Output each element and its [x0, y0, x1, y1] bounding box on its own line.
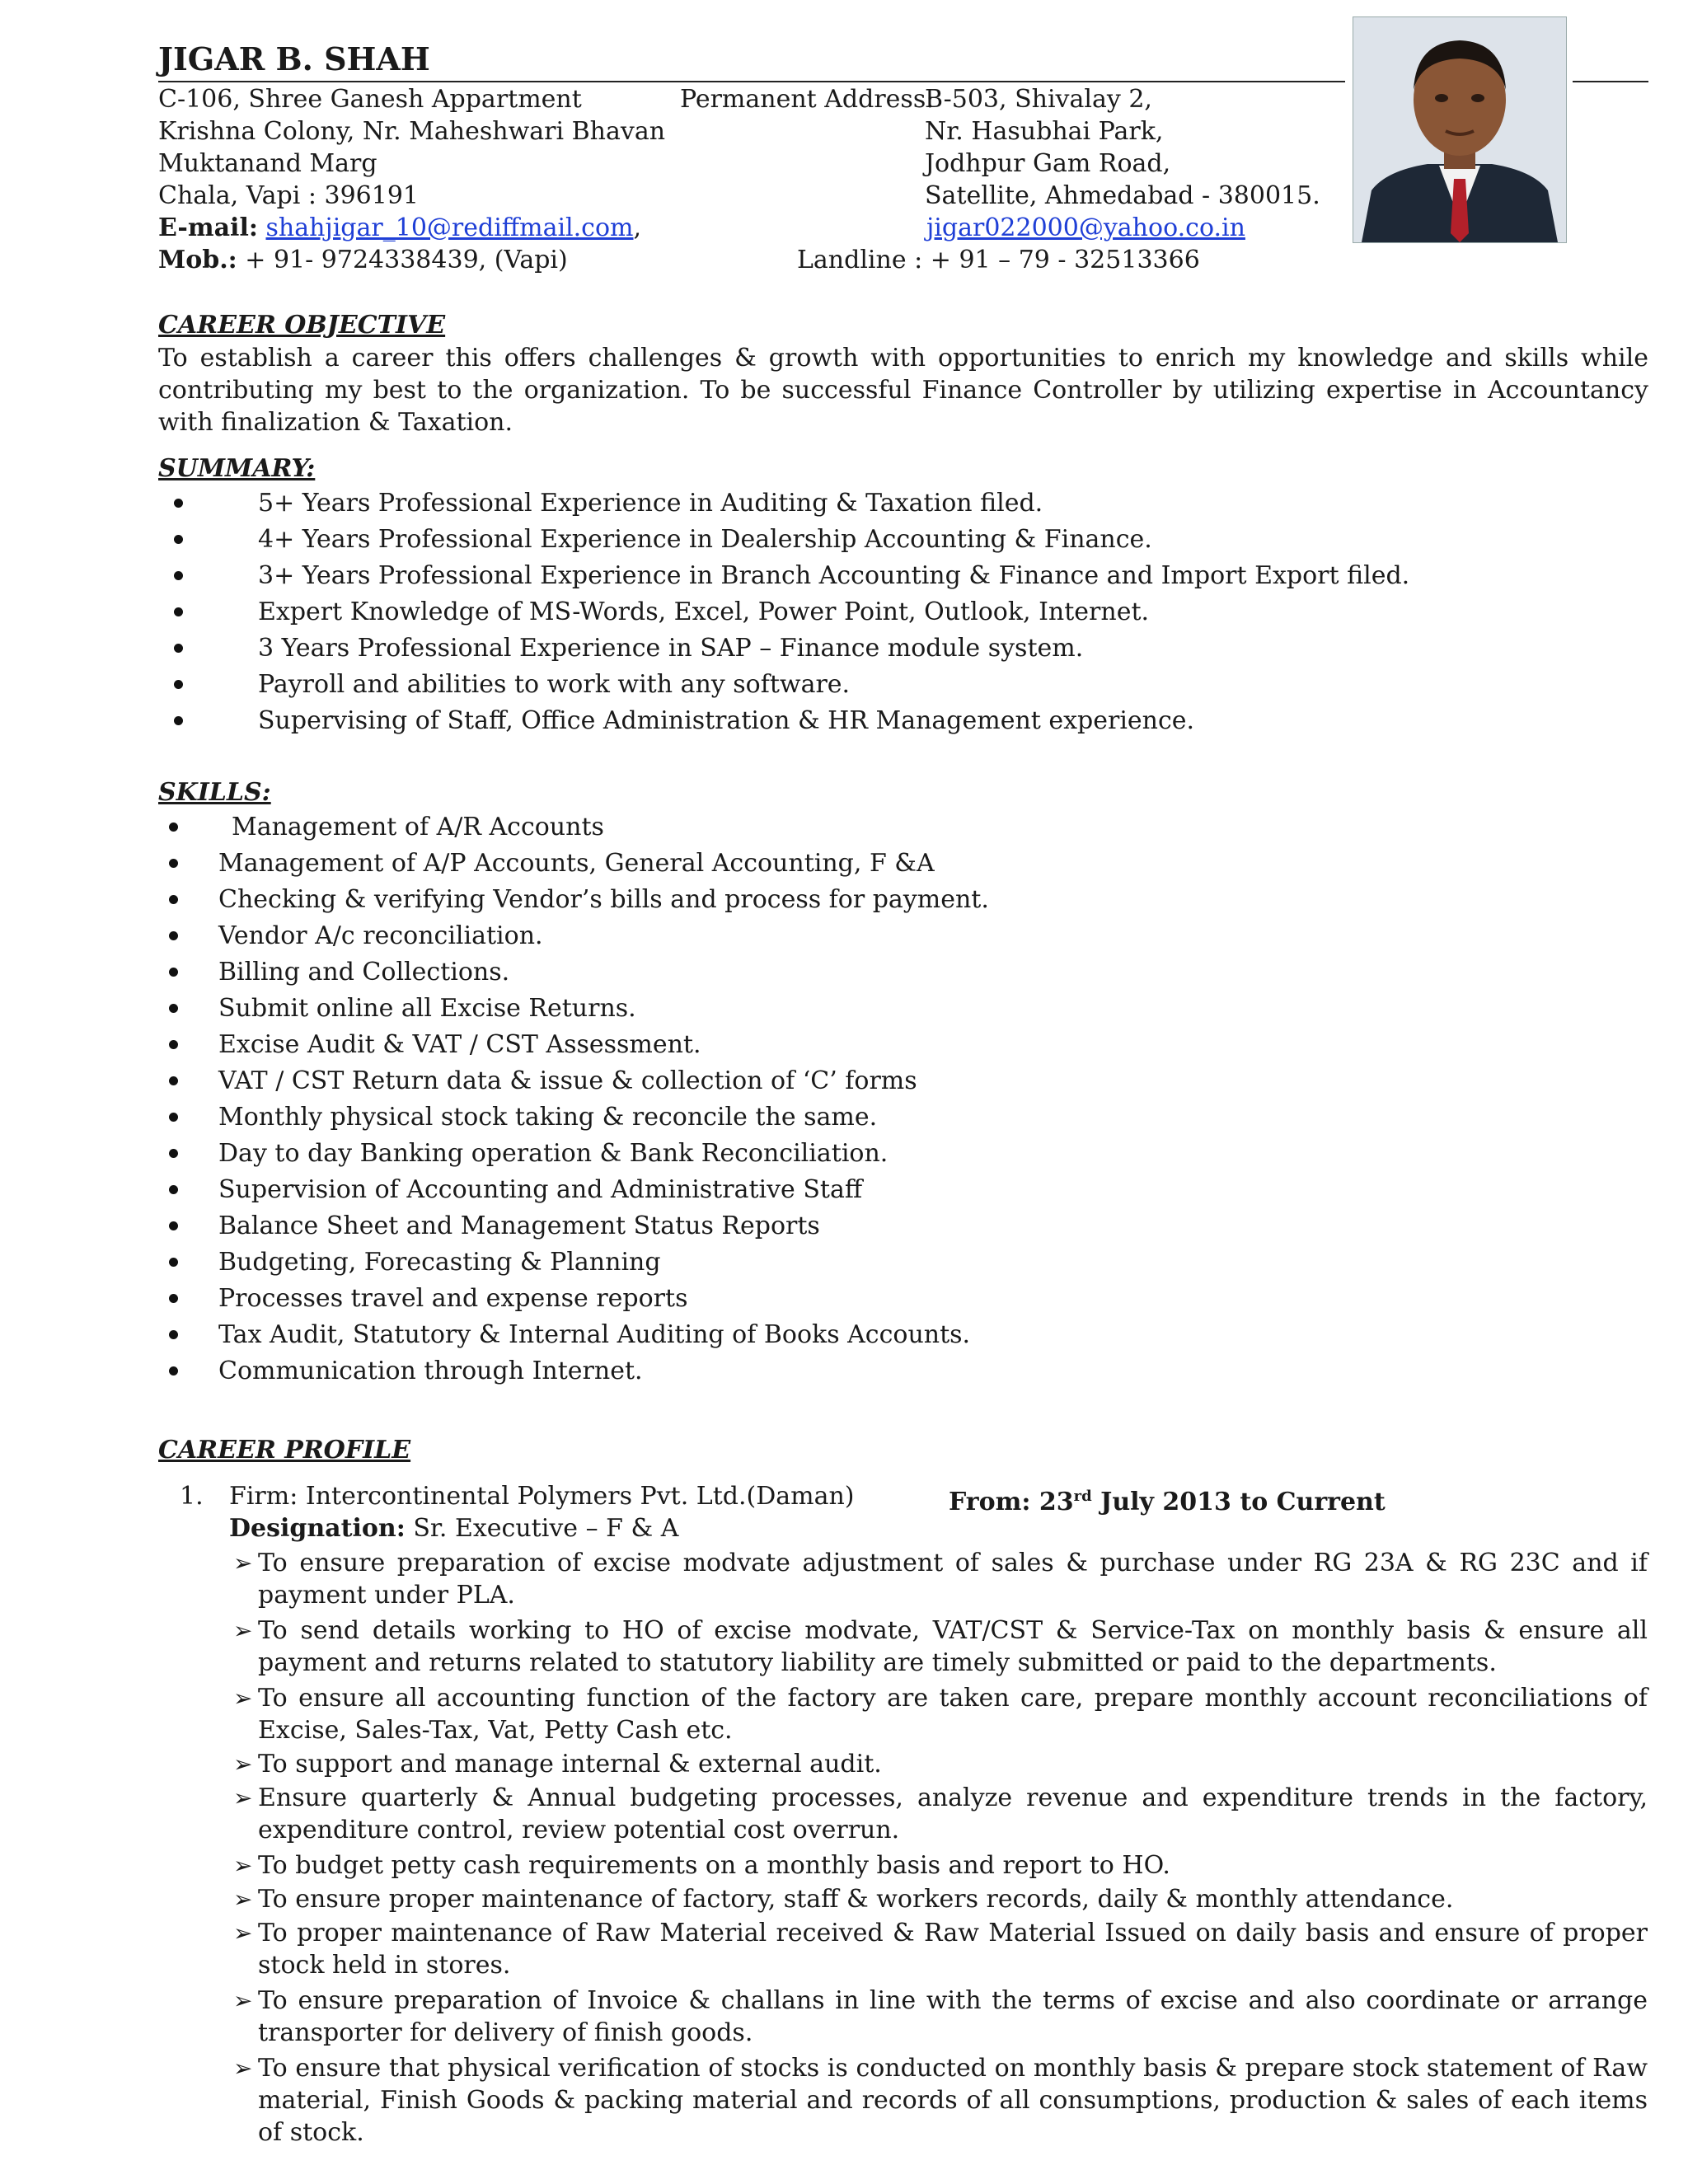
permanent-address-label: Permanent Address:	[680, 85, 935, 114]
skill-item: Checking & verifying Vendor’s bills and process for payment.	[218, 885, 989, 914]
designation-value: Sr. Executive – F & A	[413, 1514, 679, 1543]
job-number: 1.	[180, 1482, 204, 1511]
header-rule	[158, 81, 1345, 82]
skill-item: Billing and Collections.	[218, 958, 510, 987]
email-separator: ,	[633, 213, 642, 242]
skill-item: Excise Audit & VAT / CST Assessment.	[218, 1030, 701, 1059]
address-line: Muktanand Marg	[158, 149, 377, 178]
mobile-number: + 91- 9724338439, (Vapi)	[245, 246, 568, 274]
skill-item: Vendor A/c reconciliation.	[218, 921, 543, 950]
permanent-address-line: Jodhpur Gam Road,	[925, 149, 1171, 178]
designation-label: Designation:	[229, 1514, 406, 1543]
bullet-dot-icon	[169, 859, 178, 868]
career-objective-text: To establish a career this offers challenges & growth with opportunities to enrich my knowledge and skills while contributing my best to the organization. To be successful Finance Controller by utilizing expertise in Accountancy with finalization & Taxation.	[158, 344, 1648, 437]
career-profile-heading: CAREER PROFILE	[158, 1436, 411, 1465]
bullet-dot-icon	[169, 1330, 178, 1339]
landline-number: + 91 – 79 - 32513366	[930, 246, 1200, 274]
header-rule-right	[1573, 81, 1648, 82]
bullet-dot-icon	[169, 1366, 178, 1376]
permanent-address-line: Satellite, Ahmedabad - 380015.	[925, 181, 1320, 210]
responsibility-item: To ensure that physical verification of stocks is conducted on monthly basis & prepare stock statement of Raw material, Finish Goods & packing material and records of all consumptions, production & sales of each items of stock.	[258, 2054, 1648, 2147]
arrow-bullet-icon: ➢	[233, 1617, 253, 1644]
summary-item: 3 Years Professional Experience in SAP – Finance module system.	[258, 634, 1084, 663]
arrow-bullet-icon: ➢	[233, 1886, 253, 1913]
bullet-dot-icon	[169, 823, 178, 832]
arrow-bullet-icon: ➢	[233, 1750, 253, 1778]
address-line: Krishna Colony, Nr. Maheshwari Bhavan	[158, 117, 666, 146]
arrow-bullet-icon: ➢	[233, 2055, 253, 2082]
bullet-dot-icon	[169, 1185, 178, 1194]
candidate-name: JIGAR B. SHAH	[158, 40, 430, 77]
bullet-dot-icon	[174, 644, 183, 653]
address-line: C-106, Shree Ganesh Appartment	[158, 85, 582, 114]
bullet-dot-icon	[174, 535, 183, 544]
email-secondary-link[interactable]: jigar022000@yahoo.co.in	[926, 213, 1245, 242]
permanent-address-line: B-503, Shivalay 2,	[925, 85, 1152, 114]
landline-row	[797, 244, 1200, 276]
responsibility-item: To budget petty cash requirements on a monthly basis and report to HO.	[258, 1851, 1170, 1880]
bullet-dot-icon	[174, 680, 183, 689]
responsibility-item: To proper maintenance of Raw Material received & Raw Material Issued on daily basis and ensure of proper stock held in stores.	[258, 1919, 1648, 1980]
bullet-dot-icon	[169, 895, 178, 904]
responsibility-item: To ensure preparation of Invoice & challans in line with the terms of excise and also coordinate or arrange transporter for delivery of finish goods.	[258, 1986, 1648, 2047]
job-from-prefix: From: 23	[949, 1488, 1074, 1516]
bullet-dot-icon	[169, 1221, 178, 1230]
mobile-row	[158, 244, 568, 276]
address-line: Chala, Vapi : 396191	[158, 181, 420, 210]
arrow-bullet-icon: ➢	[233, 1685, 253, 1712]
summary-item: 4+ Years Professional Experience in Dealership Accounting & Finance.	[258, 525, 1152, 554]
skills-heading: SKILLS:	[158, 778, 271, 807]
responsibility-item: Ensure quarterly & Annual budgeting processes, analyze revenue and expenditure trends in the factory, expenditure control, review potential cost overrun.	[258, 1783, 1648, 1844]
responsibility-item: To ensure preparation of excise modvate adjustment of sales & purchase under RG 23A & RG 23C and if payment under PLA.	[258, 1549, 1648, 1610]
summary-item: Payroll and abilities to work with any software.	[258, 670, 851, 699]
job-dates	[949, 1480, 1386, 1518]
skill-item: Balance Sheet and Management Status Reports	[218, 1212, 820, 1240]
bullet-dot-icon	[169, 1294, 178, 1303]
bullet-dot-icon	[174, 571, 183, 580]
skill-item: Budgeting, Forecasting & Planning	[218, 1248, 661, 1277]
skill-item: Management of A/R Accounts	[232, 813, 604, 841]
responsibility-item: To ensure all accounting function of the factory are taken care, prepare monthly account reconciliations of Excise, Sales-Tax, Vat, Petty Cash etc.	[258, 1684, 1648, 1745]
bullet-dot-icon	[169, 1258, 178, 1267]
arrow-bullet-icon: ➢	[233, 1784, 253, 1811]
landline-label: Landline :	[797, 246, 923, 274]
skill-item: VAT / CST Return data & issue & collection of ‘C’ forms	[218, 1066, 917, 1095]
responsibility-item: To ensure proper maintenance of factory, staff & workers records, daily & monthly attendance.	[258, 1885, 1454, 1914]
bullet-dot-icon	[169, 1040, 178, 1049]
bullet-dot-icon	[169, 968, 178, 977]
arrow-bullet-icon: ➢	[233, 1852, 253, 1879]
bullet-dot-icon	[169, 1113, 178, 1122]
skill-item: Submit online all Excise Returns.	[218, 994, 636, 1023]
bullet-dot-icon	[174, 499, 183, 508]
skill-item: Monthly physical stock taking & reconcile the same.	[218, 1103, 878, 1132]
skill-item: Communication through Internet.	[218, 1357, 643, 1385]
email-row	[158, 212, 641, 244]
job-firm: Firm: Intercontinental Polymers Pvt. Ltd.(Daman)	[229, 1482, 855, 1511]
responsibility-item: To send details working to HO of excise modvate, VAT/CST & Service-Tax on monthly basis & ensure all payment and returns related to statutory liability are timely submitted or paid to the departments.	[258, 1616, 1648, 1677]
career-objective-heading: CAREER OBJECTIVE	[158, 311, 446, 340]
job-from-sup: rd	[1073, 1488, 1092, 1505]
bullet-dot-icon	[169, 1004, 178, 1013]
mobile-label: Mob.:	[158, 246, 237, 274]
bullet-dot-icon	[169, 1076, 178, 1085]
summary-item: Expert Knowledge of MS-Words, Excel, Power Point, Outlook, Internet.	[258, 598, 1150, 626]
skill-item: Supervision of Accounting and Administrative Staff	[218, 1175, 863, 1204]
arrow-bullet-icon: ➢	[233, 1549, 253, 1577]
skill-item: Tax Audit, Statutory & Internal Auditing of Books Accounts.	[218, 1320, 971, 1349]
summary-item: Supervising of Staff, Office Administration & HR Management experience.	[258, 706, 1195, 735]
skill-item: Day to day Banking operation & Bank Reconciliation.	[218, 1139, 889, 1168]
profile-photo	[1353, 16, 1567, 243]
summary-item: 3+ Years Professional Experience in Branch Accounting & Finance and Import Export filed.	[258, 561, 1410, 590]
responsibility-item: To support and manage internal & external audit.	[258, 1750, 882, 1779]
job-from-suffix: July 2013 to Current	[1091, 1488, 1386, 1516]
email-primary-link[interactable]: shahjigar_10@rediffmail.com	[265, 213, 634, 242]
skill-item: Processes travel and expense reports	[218, 1284, 688, 1313]
bullet-dot-icon	[169, 1149, 178, 1158]
bullet-dot-icon	[174, 716, 183, 725]
bullet-dot-icon	[174, 607, 183, 616]
summary-heading: SUMMARY:	[158, 454, 316, 483]
email-label: E-mail:	[158, 213, 258, 242]
arrow-bullet-icon: ➢	[233, 1987, 253, 2014]
job-designation-row	[229, 1512, 678, 1544]
summary-item: 5+ Years Professional Experience in Auditing & Taxation filed.	[258, 489, 1043, 518]
permanent-address-line: Nr. Hasubhai Park,	[925, 117, 1164, 146]
skill-item: Management of A/P Accounts, General Accounting, F &A	[218, 849, 935, 878]
bullet-dot-icon	[169, 931, 178, 940]
arrow-bullet-icon: ➢	[233, 1919, 253, 1947]
